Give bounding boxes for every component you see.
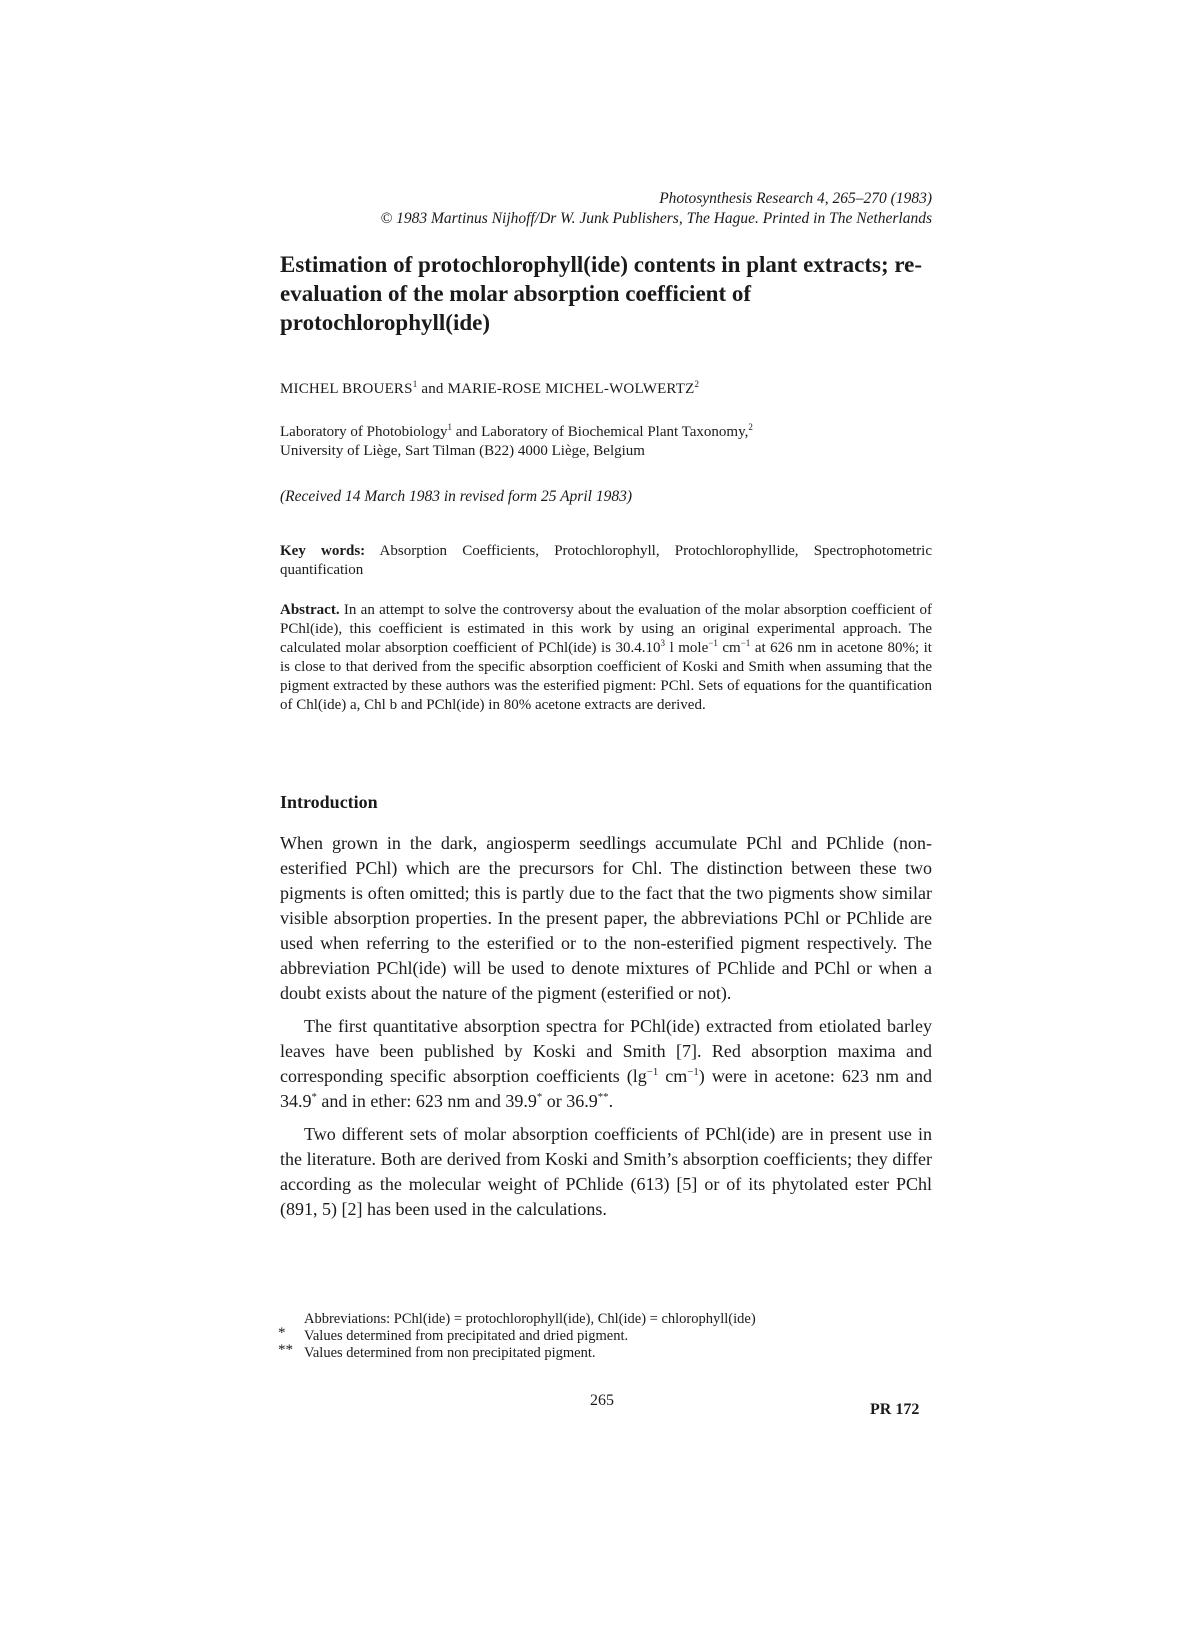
abstract-text: at 626 nm in acetone 80%; it is close to that derived from the specific absorption coefficient of Koski and Smith when assuming that the pigment extracted by these authors was the esterified pigment: PChl. Sets of equations for the quantification of Chl(ide) a, Chl b and PChl(ide) in 80% acetone extracts are derived. [280,640,932,713]
affiliation-marker: 2 [748,422,753,432]
affiliation [280,423,940,461]
superscript: 3 [660,638,666,648]
affiliation-marker: 2 [694,379,700,389]
affiliation-marker: 1 [447,422,452,432]
section-heading: Introduction [280,792,378,812]
paragraph [280,1014,932,1114]
keywords-label: Key words: [280,543,366,559]
footnote-text: Values determined from non precipitated pigment. [304,1345,596,1361]
author-name: MARIE-ROSE MICHEL-WOLWERTZ [447,381,695,397]
affiliation-marker: 1 [412,379,418,389]
superscript: −1 [740,638,751,648]
author-conjunction: and [417,381,448,397]
abstract-label: Abstract. [280,602,340,618]
body-text [280,831,932,1230]
article-title: Estimation of protochlorophyll(ide) contents in plant extracts; re-evaluation of the molar absorption coefficient of protochlorophyll(ide) [280,252,923,335]
footnotes [278,1311,932,1362]
paragraph-text: ) were in acetone: 623 nm and 34.9 [280,1066,932,1111]
received-date: (Received 14 March 1983 in revised form 25 April 1983) [280,488,632,505]
paragraph: Two different sets of molar absorption coefficients of PChl(ide) are in present use in the literature. Both are derived from Koski and Smith’s absorption coefficients; they differ according as the molecular weight of PChlide (613) [5] or of its phytolated ester PChl (891, 5) [2] has been used in the calculations. [280,1124,932,1219]
footnote-marker: * [311,1091,317,1103]
footnote-marker: ** [278,1342,293,1358]
paragraph-text: . [608,1091,614,1111]
footnote-text: Values determined from precipitated and dried pigment. [304,1328,629,1344]
superscript: −1 [687,1066,699,1078]
footnote-marker: * [536,1091,543,1103]
abstract-text: l mole [665,640,709,656]
paragraph-text: or 36.9 [542,1091,598,1111]
paragraph-text: and in ether: 623 nm and 39.9 [316,1091,537,1111]
affiliation-address: University of Liège, Sart Tilman (B22) 4000 Liège, Belgium [280,443,645,459]
superscript: −1 [708,638,718,648]
paragraph-text: The first quantitative absorption spectra for PChl(ide) extracted from etiolated barley leaves have been published by Koski and Smith [7]. Red absorption maxima and corresponding specific absorption coefficients (lg [280,1016,932,1086]
affiliation-text: and Laboratory of Biochemical Plant Taxonomy, [451,424,749,440]
abstract [280,601,932,715]
footnote-marker: * [278,1325,286,1341]
author-list [280,379,699,399]
footnote-abbreviations: Abbreviations: PChl(ide) = protochlorophyll(ide), Chl(ide) = chlorophyll(ide) [304,1311,756,1327]
page-number: 265 [590,1392,614,1409]
superscript: −1 [646,1066,659,1078]
paragraph-text: cm [658,1066,688,1086]
journal-citation: Photosynthesis Research 4, 265–270 (1983) [659,190,932,207]
footnote [278,1342,932,1362]
copyright-line: © 1983 Martinus Nijhoff/Dr W. Junk Publishers, The Hague. Printed in The Netherlands [380,210,932,227]
footnote [278,1325,932,1345]
footnote-marker: ** [597,1091,609,1103]
paragraph: When grown in the dark, angiosperm seedlings accumulate PChl and PChlide (non-esterified PChl) which are the precursors for Chl. The distinction between these two pigments is often omitted; this is partly due to the fact that the two pigments show similar visible absorption properties. In the present paper, the abbreviations PChl or PChlide are used when referring to the esterified or to the non-esterified pigment respectively. The abbreviation PChl(ide) will be used to denote mixtures of PChlide and PChl or when a doubt exists about the nature of the pigment (esterified or not). [280,833,932,1003]
keywords [280,542,932,580]
keywords-text: Absorption Coefficients, Protochlorophyll, Protochlorophyllide, Spectrophotometric quantification [280,543,933,578]
affiliation-text: Laboratory of Photobiology [280,424,448,440]
pr-code: PR 172 [870,1401,920,1418]
abstract-text: cm [717,640,741,656]
abstract-text: In an attempt to solve the controversy about the evaluation of the molar absorption coefficient of PChl(ide), this coefficient is estimated in this work by using an original experimental approach. The calculated molar absorption coefficient of PChl(ide) is 30.4.10 [280,602,932,656]
author-name: MICHEL BROUERS [280,381,413,397]
